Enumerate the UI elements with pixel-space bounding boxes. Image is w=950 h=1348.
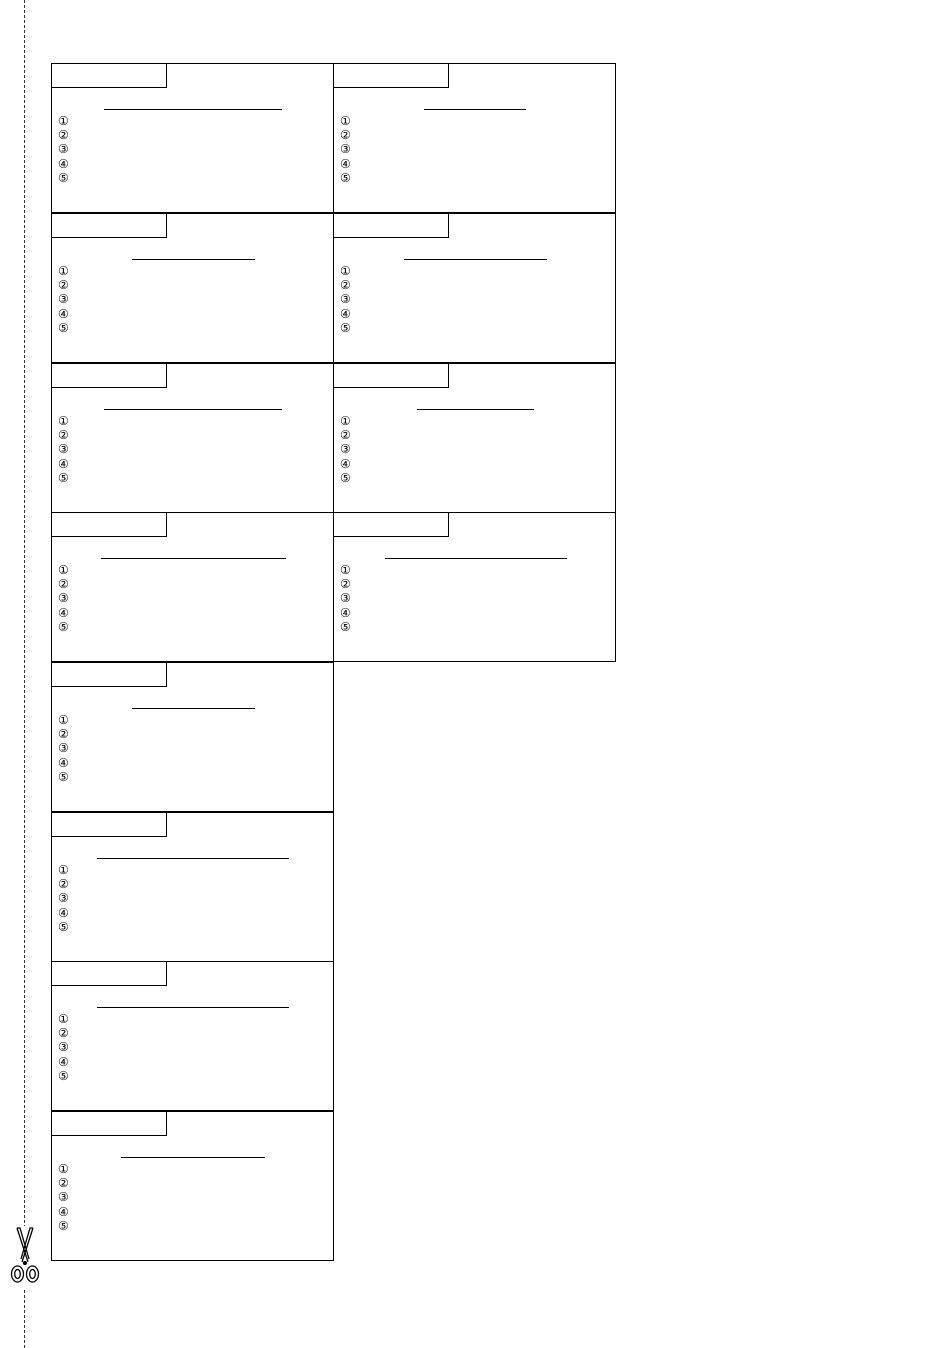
- option-4: ④: [340, 306, 351, 321]
- option-4: ④: [340, 456, 351, 471]
- scissors-icon: [8, 1226, 42, 1288]
- card-tab: [333, 512, 449, 537]
- answer-card-5: [51, 363, 334, 513]
- option-2: ②: [58, 727, 69, 742]
- answer-line: [404, 259, 547, 260]
- card-tab: [333, 363, 449, 388]
- card-tab: [51, 662, 167, 687]
- option-5: ⑤: [58, 170, 69, 185]
- option-1: ①: [58, 264, 69, 278]
- option-3: ③: [58, 442, 69, 457]
- answer-card-11: [51, 961, 334, 1111]
- card-tab: [51, 63, 167, 88]
- answer-card-2: [333, 63, 616, 213]
- option-2: ②: [340, 428, 351, 443]
- answer-card-6: [333, 363, 616, 513]
- option-list: [58, 863, 69, 934]
- answer-card-12: [51, 1111, 334, 1261]
- answer-line: [104, 409, 282, 410]
- option-2: ②: [58, 577, 69, 592]
- answer-card-7: [51, 512, 334, 662]
- answer-line: [417, 409, 534, 410]
- option-list: [58, 414, 69, 485]
- cut-line: [24, 0, 25, 1348]
- option-list: [58, 1162, 69, 1233]
- option-2: ②: [58, 428, 69, 443]
- card-tab: [51, 213, 167, 238]
- option-list: [340, 414, 351, 485]
- option-4: ④: [58, 1054, 69, 1069]
- option-1: ①: [340, 264, 351, 278]
- option-list: [340, 114, 351, 185]
- option-4: ④: [58, 905, 69, 920]
- option-2: ②: [58, 128, 69, 143]
- answer-line: [101, 558, 286, 559]
- option-3: ③: [340, 591, 351, 606]
- answer-line: [132, 708, 255, 709]
- option-4: ④: [58, 156, 69, 171]
- option-5: ⑤: [58, 320, 69, 335]
- option-list: [340, 563, 351, 634]
- option-4: ④: [58, 456, 69, 471]
- option-3: ③: [340, 142, 351, 157]
- answer-card-1: [51, 63, 334, 213]
- option-list: [58, 1012, 69, 1083]
- option-list: [58, 563, 69, 634]
- option-4: ④: [58, 1204, 69, 1219]
- option-5: ⑤: [58, 769, 69, 784]
- option-5: ⑤: [58, 470, 69, 485]
- option-list: [58, 264, 69, 335]
- answer-line: [121, 1157, 265, 1158]
- option-5: ⑤: [58, 1218, 69, 1233]
- card-tab: [333, 63, 449, 88]
- answer-card-9: [51, 662, 334, 812]
- option-2: ②: [340, 278, 351, 293]
- option-4: ④: [58, 605, 69, 620]
- option-3: ③: [58, 292, 69, 307]
- option-5: ⑤: [340, 470, 351, 485]
- option-2: ②: [58, 278, 69, 293]
- option-2: ②: [340, 128, 351, 143]
- option-3: ③: [58, 741, 69, 756]
- option-1: ①: [58, 114, 69, 128]
- card-tab: [51, 961, 167, 986]
- option-1: ①: [58, 1012, 69, 1026]
- option-4: ④: [58, 306, 69, 321]
- option-3: ③: [340, 292, 351, 307]
- option-list: [58, 713, 69, 784]
- option-1: ①: [340, 114, 351, 128]
- option-1: ①: [58, 713, 69, 727]
- answer-line: [424, 109, 526, 110]
- option-5: ⑤: [340, 320, 351, 335]
- option-5: ⑤: [340, 170, 351, 185]
- answer-line: [97, 858, 289, 859]
- option-3: ③: [58, 891, 69, 906]
- option-list: [58, 114, 69, 185]
- answer-line: [385, 558, 567, 559]
- option-3: ③: [58, 1190, 69, 1205]
- option-3: ③: [58, 591, 69, 606]
- option-4: ④: [340, 605, 351, 620]
- option-list: [340, 264, 351, 335]
- option-1: ①: [58, 563, 69, 577]
- option-2: ②: [58, 1176, 69, 1191]
- answer-card-10: [51, 812, 334, 962]
- option-5: ⑤: [58, 919, 69, 934]
- option-1: ①: [58, 863, 69, 877]
- option-3: ③: [340, 442, 351, 457]
- answer-line: [97, 1007, 289, 1008]
- card-tab: [51, 363, 167, 388]
- option-2: ②: [340, 577, 351, 592]
- option-5: ⑤: [340, 619, 351, 634]
- option-1: ①: [58, 414, 69, 428]
- card-tab: [333, 213, 449, 238]
- option-1: ①: [58, 1162, 69, 1176]
- card-tab: [51, 812, 167, 837]
- answer-card-4: [333, 213, 616, 363]
- option-3: ③: [58, 142, 69, 157]
- answer-card-3: [51, 213, 334, 363]
- answer-line: [132, 259, 255, 260]
- option-1: ①: [340, 414, 351, 428]
- option-2: ②: [58, 1026, 69, 1041]
- option-1: ①: [340, 563, 351, 577]
- option-2: ②: [58, 877, 69, 892]
- option-5: ⑤: [58, 1068, 69, 1083]
- option-4: ④: [340, 156, 351, 171]
- card-tab: [51, 512, 167, 537]
- option-5: ⑤: [58, 619, 69, 634]
- card-tab: [51, 1111, 167, 1136]
- option-3: ③: [58, 1040, 69, 1055]
- option-4: ④: [58, 755, 69, 770]
- answer-line: [104, 109, 282, 110]
- answer-card-8: [333, 512, 616, 662]
